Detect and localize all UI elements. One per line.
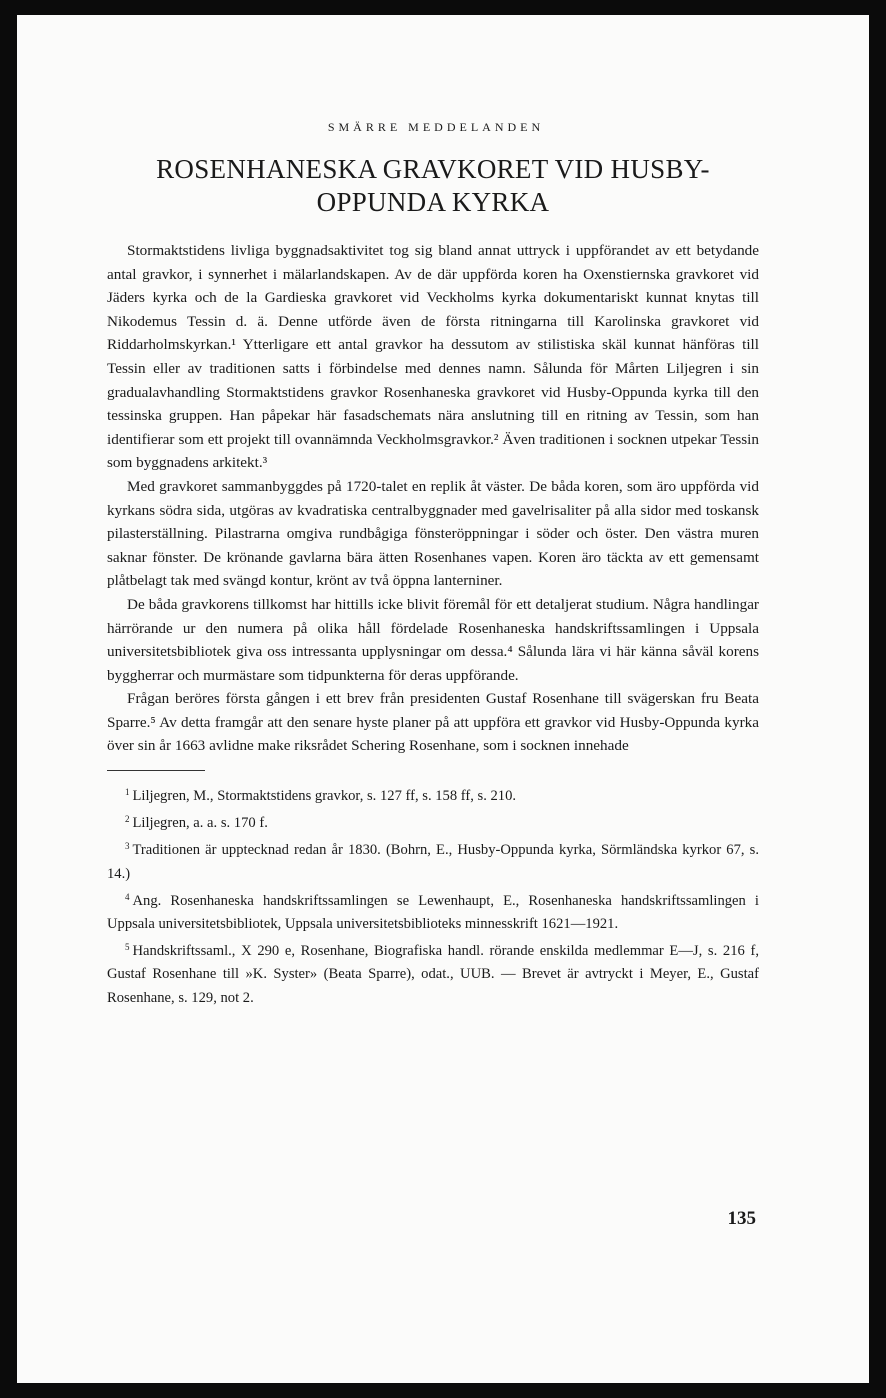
book-page: [17, 15, 869, 1383]
footnote: [107, 808, 759, 835]
footnote-rule: [107, 770, 205, 771]
footnote: [107, 835, 759, 885]
paragraph: De båda gravkorens tillkomst har hittills icke blivit föremål för ett detaljerat studium. Några handlingar härrörande ur den numera på olika håll fördelade Rosenhaneska handskriftssamlingen i Uppsala universitetsbibliotek giva oss intressanta upplysningar om dessa.⁴ Sålunda lära vi här känna såväl korens byggherrar och murmästare som tidpunkterna för deras uppförande.: [107, 595, 759, 684]
footnote-number: 3: [125, 841, 130, 852]
footnote-text: Traditionen är upptecknad redan år 1830. (Bohrn, E., Husby-Oppunda kyrka, Sörmländska kyrkor 67, s. 14.): [107, 842, 759, 882]
footnote-number: 5: [125, 942, 130, 953]
title-line-1: ROSENHANESKA GRAVKORET VID HUSBY-: [156, 154, 710, 184]
footnote-text: Liljegren, a. a. s. 170 f.: [132, 815, 268, 832]
paragraph: Med gravkoret sammanbyggdes på 1720-talet en replik åt väster. De båda koren, som äro uppförda vid kyrkans södra sida, utgöras av kvadratiska centralbyggnader med gavelrisaliter på alla sidor med toskansk pilasterställning. Pilastrarna omgiva rundbågiga fönsteröppningar i söder och öster. Den västra muren saknar fönster. De krönande gavlarna bära ätten Rosenhanes vapen. Koren äro täckta av ett gemensamt plåtbelagt tak med svängd kontur, krönt av två öppna lanterniner.: [107, 477, 759, 590]
footnote-number: 2: [125, 814, 130, 825]
footnote-text: Liljegren, M., Stormaktstidens gravkor, s. 127 ff, s. 158 ff, s. 210.: [132, 788, 517, 805]
running-head: SMÄRRE MEDDELANDEN: [327, 120, 545, 134]
footnote: [107, 936, 759, 1010]
paragraph: Stormaktstidens livliga byggnadsaktivitet tog sig bland annat uttryck i uppförandet av ett betydande antal gravkor, i synnerhet i mälarlandskapen. Av de där uppförda koren ha Oxenstiernska gravkoret vid Jäders kyrka och de la Gardieska gravkoret vid Veckholms kyrka dokumentariskt kunnat knytas till Nikodemus Tessin d. ä. Denne utförde även de första ritningarna till Karolinska gravkoret vid Riddarholmskyrkan.¹ Ytterligare ett antal gravkor ha dessutom av stilistiska skäl kunnat hänföras till Tessin eller av traditionen satts i förbindelse med dennes namn. Sålunda för Mårten Liljegren i sin gradualavhandling Stormaktstidens gravkor Rosenhaneska gravkoret vid Husby-Oppunda kyrka till den tessinska gruppen. Han påpekar här fasadschemats nära anslutning till en ritning av Tessin, som han identifierar som ett projekt till ovannämnda Veckholmsgravkor.² Även traditionen i socknen utpekar Tessin som byggnadens arkitekt.³: [107, 242, 759, 472]
page-number: 135: [727, 1208, 756, 1229]
footnote: [107, 886, 759, 936]
footnote-number: 1: [125, 787, 130, 798]
footnote-text: Ang. Rosenhaneska handskriftssamlingen se Lewenhaupt, E., Rosenhaneska handskriftssamlingen i Uppsala universitetsbibliotek, Uppsala universitetsbiblioteks minnesskrift 1621—1921.: [107, 892, 759, 933]
article-title: [107, 153, 759, 219]
footnote-number: 4: [125, 891, 130, 902]
footnote: [107, 781, 759, 808]
title-line-2: OPPUNDA KYRKA: [316, 187, 550, 217]
footnote-text: Handskriftssaml., X 290 e, Rosenhane, Biografiska handl. rörande enskilda medlemmar E—J, s. 216 f, Gustaf Rosenhane till »K. Syster» (Beata Sparre), odat., UUB. — Brevet är avtryckt i Meyer, E., Gustaf Rosenhane, s. 129, not 2.: [107, 943, 759, 1006]
page-content: [107, 120, 759, 1010]
paragraph: Frågan beröres första gången i ett brev från presidenten Gustaf Rosenhane till svägerskan fru Beata Sparre.⁵ Av detta framgår att den senare hyste planer på att uppföra ett gravkor vid Husby-Oppunda kyrka över sin år 1663 avlidne make riksrådet Schering Rosenhane, som i socknen innehade: [107, 690, 759, 755]
